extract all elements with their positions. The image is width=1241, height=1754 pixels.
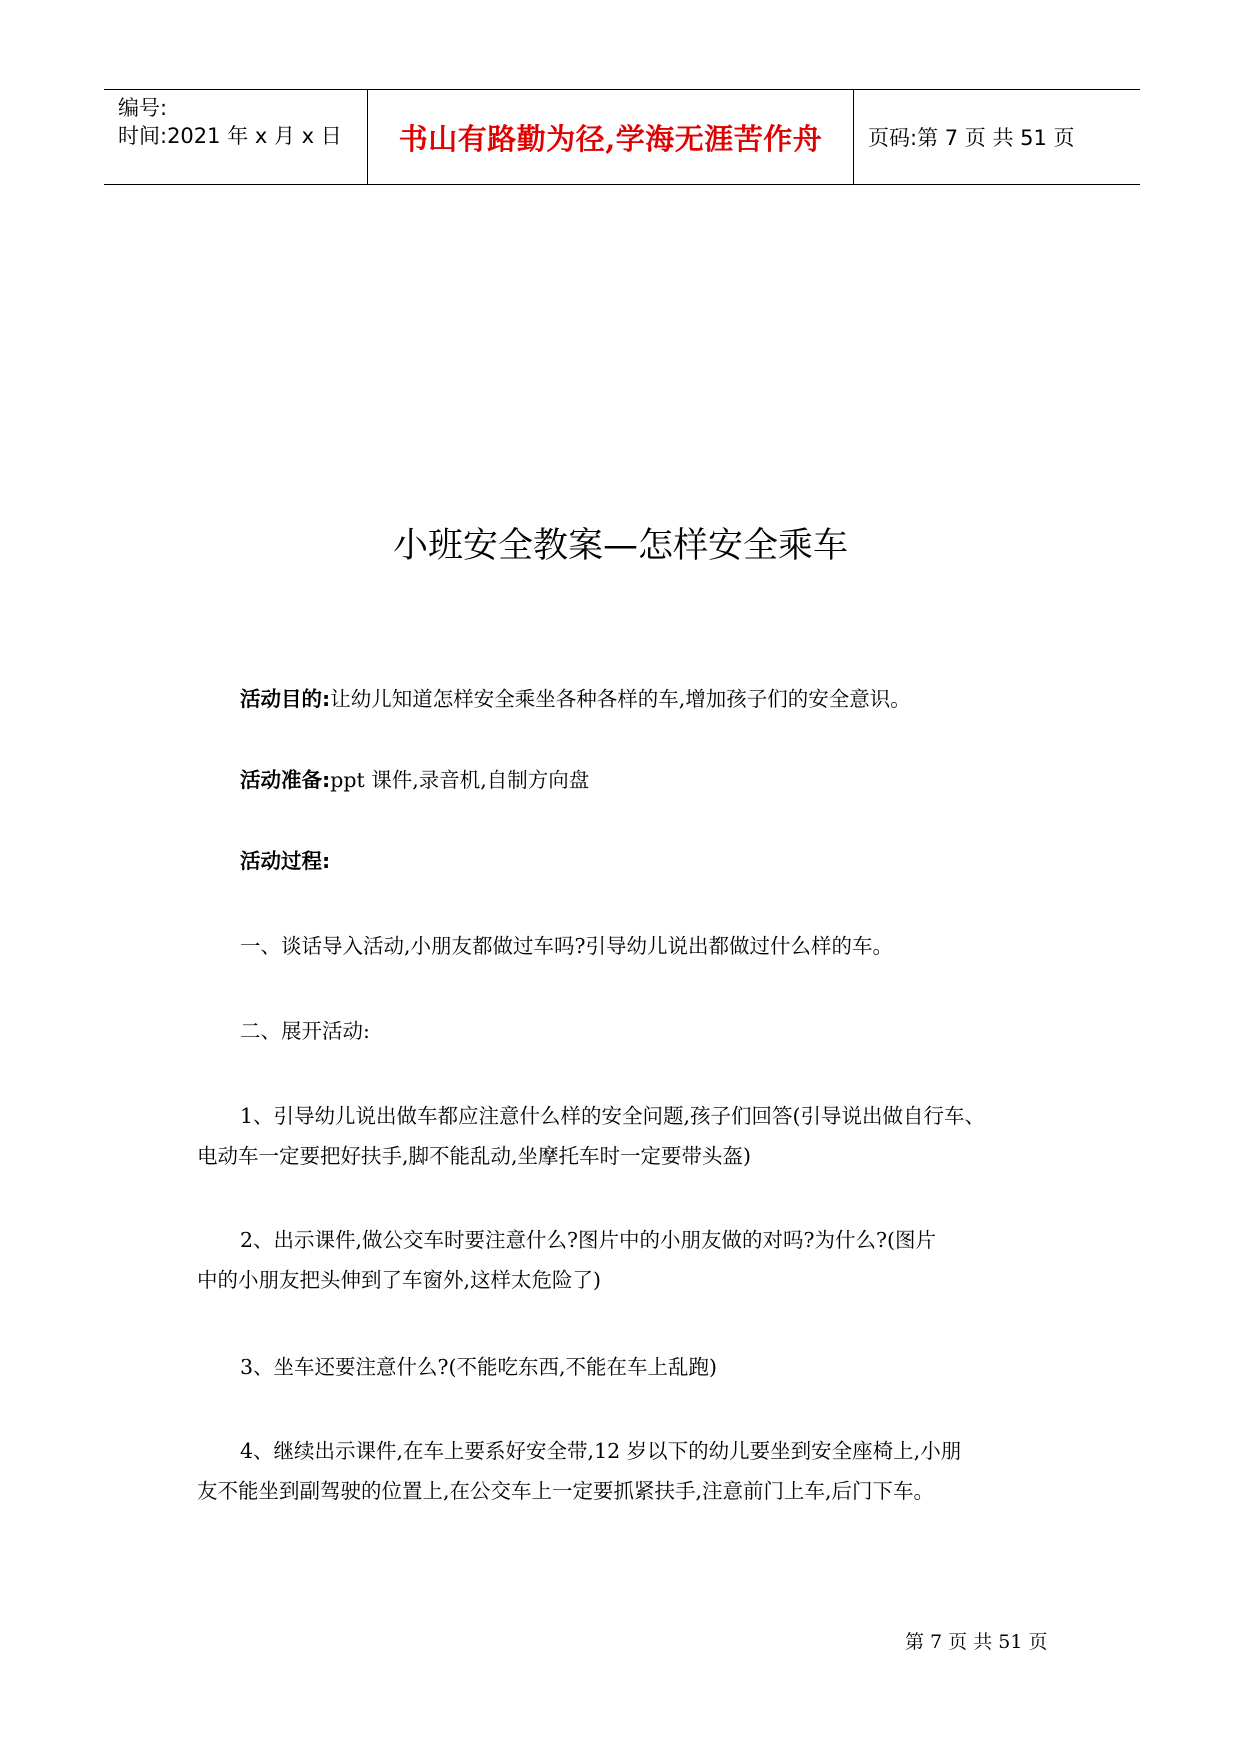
document-title: 小班安全教案—怎样安全乘车 (392, 526, 848, 566)
list-item (197, 1096, 1067, 1176)
item2-line1: 2、出示课件,做公交车时要注意什么?图片中的小朋友做的对吗?为什么?(图片 (240, 1228, 937, 1252)
item3-line1: 3、坐车还要注意什么?(不能吃东西,不能在车上乱跑) (240, 1355, 718, 1379)
list-item (197, 1347, 1067, 1387)
step-two (197, 1011, 1067, 1051)
document-number-label: 编号: (118, 96, 168, 120)
prep-text: ppt 课件,录音机,自制方向盘 (330, 768, 590, 792)
item1-line1: 1、引导幼儿说出做车都应注意什么样的安全问题,孩子们回答(引导说出做自行车、 (240, 1104, 986, 1128)
page-header (104, 89, 1140, 185)
item4-line2: 友不能坐到副驾驶的位置上,在公交车上一定要抓紧扶手,注意前门上车,后门下车。 (197, 1479, 935, 1503)
item4-line1: 4、继续出示课件,在车上要系好安全带,12 岁以下的幼儿要坐到安全座椅上,小朋 (240, 1439, 962, 1463)
step-one-text: 一、谈话导入活动,小朋友都做过车吗?引导幼儿说出都做过什么样的车。 (240, 934, 894, 958)
item2-line2: 中的小朋友把头伸到了车窗外,这样太危险了) (197, 1268, 602, 1292)
activity-goal (197, 679, 1067, 719)
step-one (197, 926, 1067, 966)
activity-preparation (197, 760, 1067, 800)
list-item (197, 1431, 1067, 1511)
list-item (197, 1220, 1067, 1300)
prep-label: 活动准备: (240, 768, 331, 792)
document-date: 时间:2021 年 x 月 x 日 (118, 124, 342, 148)
step-two-text: 二、展开活动: (240, 1019, 370, 1043)
page-footer: 第 7 页 共 51 页 (905, 1631, 1048, 1653)
activity-process (197, 841, 1067, 881)
goal-label: 活动目的: (240, 687, 331, 711)
header-info-cell (104, 90, 368, 184)
goal-text: 让幼儿知道怎样安全乘坐各种各样的车,增加孩子们的安全意识。 (330, 687, 911, 711)
process-label: 活动过程: (240, 849, 331, 873)
header-page-number: 页码:第 7 页 共 51 页 (868, 126, 1075, 150)
header-motto: 书山有路勤为径,学海无涯苦作舟 (368, 90, 854, 184)
item1-line2: 电动车一定要把好扶手,脚不能乱动,坐摩托车时一定要带头盔) (197, 1144, 752, 1168)
